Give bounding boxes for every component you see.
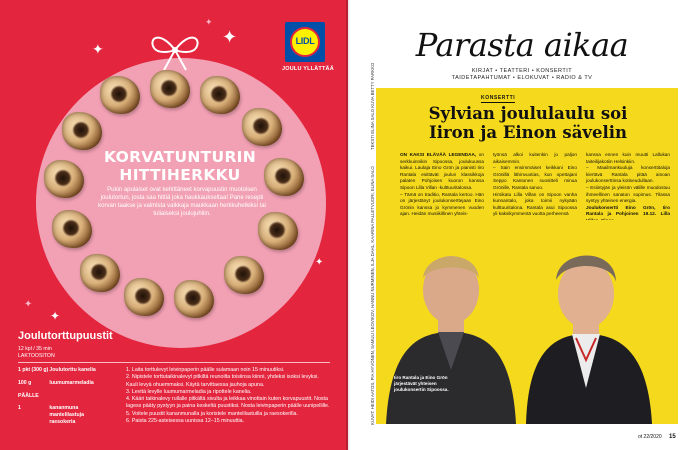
- pastry-image: [80, 254, 120, 292]
- recipe-step: 5. Voitele puustit kananmunalla ja koristele mantelilastuilla ja raesokerilla.: [126, 410, 298, 417]
- page-number: 15: [669, 434, 676, 440]
- photo-credit: KUVAT: HEIDI AATOS, PIA HYVÖNEN, SAMULI LEOVIKOV, HANNU NURMINEN, ILJA DAHL, KAARINA PALLETVUORI, ELINA SALO: [370, 166, 375, 425]
- magazine-page: [348, 0, 696, 450]
- portrait-photo: [376, 220, 678, 424]
- article-body: [400, 152, 670, 225]
- recipe-step: 4. Kääri taikinalevy rullalle pitkältä sivulta ja leikkaa vinottain kuten korvapuustit. Nosta lagess pääty pystyyn ja paina keskeltä puustiksi. Nosta leivinpaperin päälle uunipellille.: [126, 396, 330, 410]
- byline: TEKSTI ELINA SALO KUVA BETTY PARKKO: [370, 62, 375, 150]
- recipe-headline: KORVATUNTURIN HITTIHERKKU: [103, 148, 257, 184]
- divider: [18, 362, 330, 363]
- section-title: Parasta aikaa: [415, 26, 629, 64]
- recipe-name: Joulutorttupuustit: [18, 330, 113, 342]
- ingredient-list: [18, 367, 118, 432]
- section-subtitle: KIRJAT • TEATTERI • KONSERTIT: [471, 68, 573, 74]
- sparkle-icon: ✦: [315, 257, 324, 268]
- recipe-intro: Pukin apulaiset ovat kehittäneet korvapuustin muotoisen joulutortun, josta saa hittiä joka haukkaukseltaa! Pane resepti korvan taakse ja valmista valkkaja maukkaan herkkuhetkiksi tai tuliaiseksi joulujuhliin.: [98, 187, 266, 217]
- ingredient-row: PÄÄLLE: [18, 392, 39, 399]
- two-men-photo: [376, 220, 678, 424]
- pastry-image: [200, 76, 240, 114]
- sparkle-icon: ✦: [205, 17, 213, 27]
- article-headline: Sylvian joululaulu soi Iiron ja Einon sävelin: [428, 104, 628, 142]
- spread-gutter: [346, 0, 350, 450]
- pastry-image: [62, 112, 102, 150]
- section-subtitle: TAIDETAPAHTUMAT • ELOKUVAT • RADIO & TV: [451, 75, 593, 81]
- photo-caption: Iiro Rantala ja Eino Grön järjestävät yhteisen joulukonsertin Sipoossa.: [394, 375, 449, 392]
- ingredient-row: 100 g luumumarmeladia: [18, 379, 94, 386]
- sparkle-icon: ✦: [24, 299, 33, 310]
- recipe-step: 1. Laita torttulevyt leivinpaperin päälle sulamaan noin 15 minuutiksi.: [126, 367, 285, 373]
- pastry-image: [52, 210, 92, 248]
- recipe-step: 3. Levitä levylle luumumarmeladia ja ripottele kanelia.: [126, 388, 252, 395]
- lidl-logo: LIDL: [285, 22, 325, 62]
- article-kicker: KONSERTTI: [481, 95, 516, 101]
- ingredient-row: 1 kananmuna mantelilastuja raesokeria: [18, 405, 84, 425]
- sparkle-icon: ✦: [92, 41, 104, 57]
- article-column: kanssa ennen kuin muutti Lallukan taiteilijakotiin Helsinkiin. – Maailmankuuluja konserttitaloja kiertävä Rantala pitää ainoan joulukonserttinsa kotiseudullaan. – Esiintyjän ja yleisön välille muodostuu ihmeellinen sanaton sopimus. Tilassa syntyy yhteinen energia. Joulukonsertti Eino Grön, Iiro Rantala ja Pohjoinen 19.12. Lilla: [586, 152, 670, 217]
- ingredient-row: 1 pkt (300 g) Joulutorttu kanelia: [18, 367, 96, 373]
- pastry-image: [174, 280, 214, 318]
- recipe-step: 2. Nipistele torttutaikinalevyt pitkiltä reunoilta toisiinsa kiinni, yhdeksi isoksi levyksi. Kauli levyä ohuemmaksi. Käytä tarvittaessa jauhoja apuna.: [126, 374, 319, 388]
- sparkle-icon: ✦: [50, 309, 61, 323]
- page-footer: [638, 434, 676, 440]
- pastry-image: [224, 256, 264, 294]
- brand-tagline: JOULU YLLÄTTÄÄ: [282, 66, 334, 72]
- pastry-image: [242, 108, 282, 146]
- pastry-image: [124, 278, 164, 316]
- pastry-image: [150, 70, 190, 108]
- recipe-steps: [126, 367, 331, 425]
- sparkle-icon: ✦: [222, 27, 238, 47]
- publication-issue: ot 22/2020: [638, 434, 662, 440]
- pastry-image: [100, 76, 140, 114]
- article-column: ON KAKSI ELÄVÄÄ LEGENDAA, on serkkuinnikin Sipoossa, joulukuussa kaikui. Laulaja Eino Grön ja pianisti Iiro Rantala esittävät joulun klassikkoja palaten Pohjoisen kuoron kanssa Sipoon Lilla Villan -kulttuuritalossa. – Tämä on traditio, Rantala kertoo. Hän on järjestänyt joulukonserttejaan Eino Grönin kanssa jo kymmenen vuoden ajan. Heidän musiikillinen yhteis-: [400, 152, 484, 217]
- recipe-meta: 12 kpl / 35 min LAKTOOSITON: [18, 346, 55, 359]
- recipe-step: 6. Paista 225-asteisessa uunissa 12–15 minuuttia.: [126, 418, 245, 425]
- article-column: työnsä alkoi kuitenkin jo paljon aikaisemmin. – Sain ensimmäiset keikkani Eino Grönillä lähinvuotias, kun opettajani Seppo Kantonen suositteli minua Grönille, Rantala sanoo. Hirsikatu Lilla Villan on Sipoon vanha kunnantalo, joka toimii nykyään kulttuuritalona. Rantala asui Sipoossa yli kaksikymmentä vuotta perheensä: [493, 152, 577, 217]
